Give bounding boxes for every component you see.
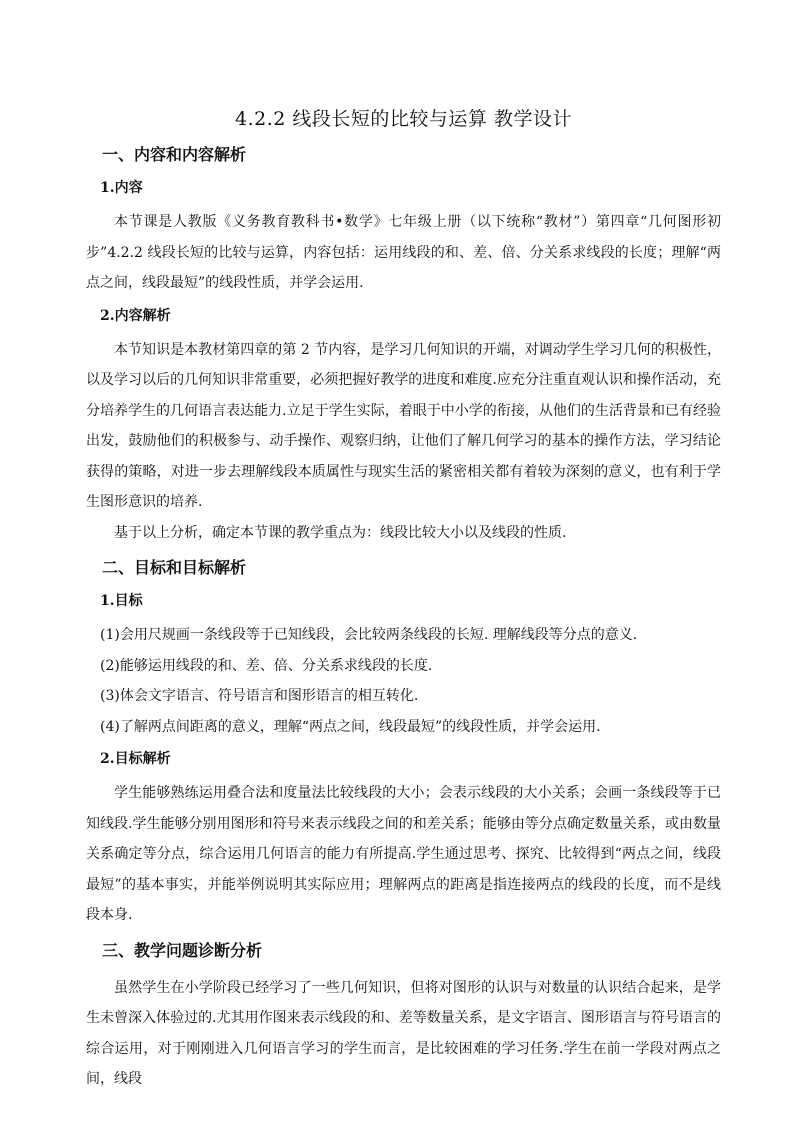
- goal-item-3: (3)体会文字语言、符号语言和图形语言的相互转化.: [100, 688, 419, 704]
- paragraph-content-analysis: 本节知识是本教材第四章的第 2 节内容，是学习几何知识的开端，对调动学生学习几何的积极性，以及学习以后的几何知识非常重要，必须把握好教学的进度和难度.应充分注重直观认识和操作活动，充分培养学生的几何语言表达能力.立足于学生实际，着眼于中小学的衔接，从他们的生活背景和已有经验出发，鼓励他们的积极参与、动手操作、观察归纳，让他们了解几何学习的基本的操作方法，学习结论获得的策略，对进一步去理解线段本质属性与现实生活的紧密相关都有着较为深刻的意义，也有利于学生图形意识的培养.: [86, 341, 721, 510]
- paragraph-diagnosis: 虽然学生在小学阶段已经学习了一些几何知识，但将对图形的认识与对数量的认识结合起来，是学生未曾深入体验过的.尤其用作图来表示线段的和、差等数量关系，是文字语言、图形语言与符号语言的综合运用，对于刚刚进入几何语言学习的学生而言，是比较困难的学习任务.学生在前一学段对两点之间，线段: [86, 979, 721, 1087]
- goal-item-1: (1)会用尺规画一条线段等于已知线段，会比较两条线段的长短. 理解线段等分点的意义.: [100, 627, 638, 643]
- subheading-content: 1.内容: [100, 180, 143, 196]
- paragraph-goals-analysis: 学生能够熟练运用叠合法和度量法比较线段的大小；会表示线段的大小关系；会画一条线段等于已知线段.学生能够分别用图形和符号来表示线段之间的和差关系；能够由等分点确定数量关系，或由数量关系确定等分点，综合运用几何语言的能力有所提高.学生通过思考、探究、比较得到“两点之间，线段最短”的基本事实，并能举例说明其实际应用；理解两点的距离是指连接两点的线段的长度，而不是线段本身.: [86, 785, 721, 923]
- goal-item-4: (4)了解两点间距离的意义，理解“两点之间，线段最短”的线段性质，并学会运用.: [100, 718, 601, 735]
- subheading-goals: 1.目标: [100, 593, 143, 609]
- subheading-content-analysis: 2.内容解析: [100, 307, 171, 324]
- section-heading-diagnosis: 三、教学问题诊断分析: [102, 940, 263, 960]
- section-heading-content: 一、内容和内容解析: [102, 145, 247, 164]
- subheading-goals-analysis: 2.目标解析: [100, 751, 171, 767]
- paragraph-key-points: 基于以上分析，确定本节课的教学重点为：线段比较大小以及线段的性质.: [114, 524, 567, 541]
- document-title: 4.2.2 线段长短的比较与运算 教学设计: [235, 108, 572, 130]
- goal-item-2: (2)能够运用线段的和、差、倍、分关系求线段的长度.: [100, 657, 433, 674]
- paragraph-content: 本节课是人教版《义务教育教科书•数学》七年级上册（以下统称“教材”）第四章“几何图形初步”4.2.2 线段长短的比较与运算，内容包括：运用线段的和、差、倍、分关系求线段的长度；理解“两点之间，线段最短”的线段性质，并学会运用.: [86, 214, 721, 291]
- section-heading-goals: 二、目标和目标解析: [102, 558, 247, 577]
